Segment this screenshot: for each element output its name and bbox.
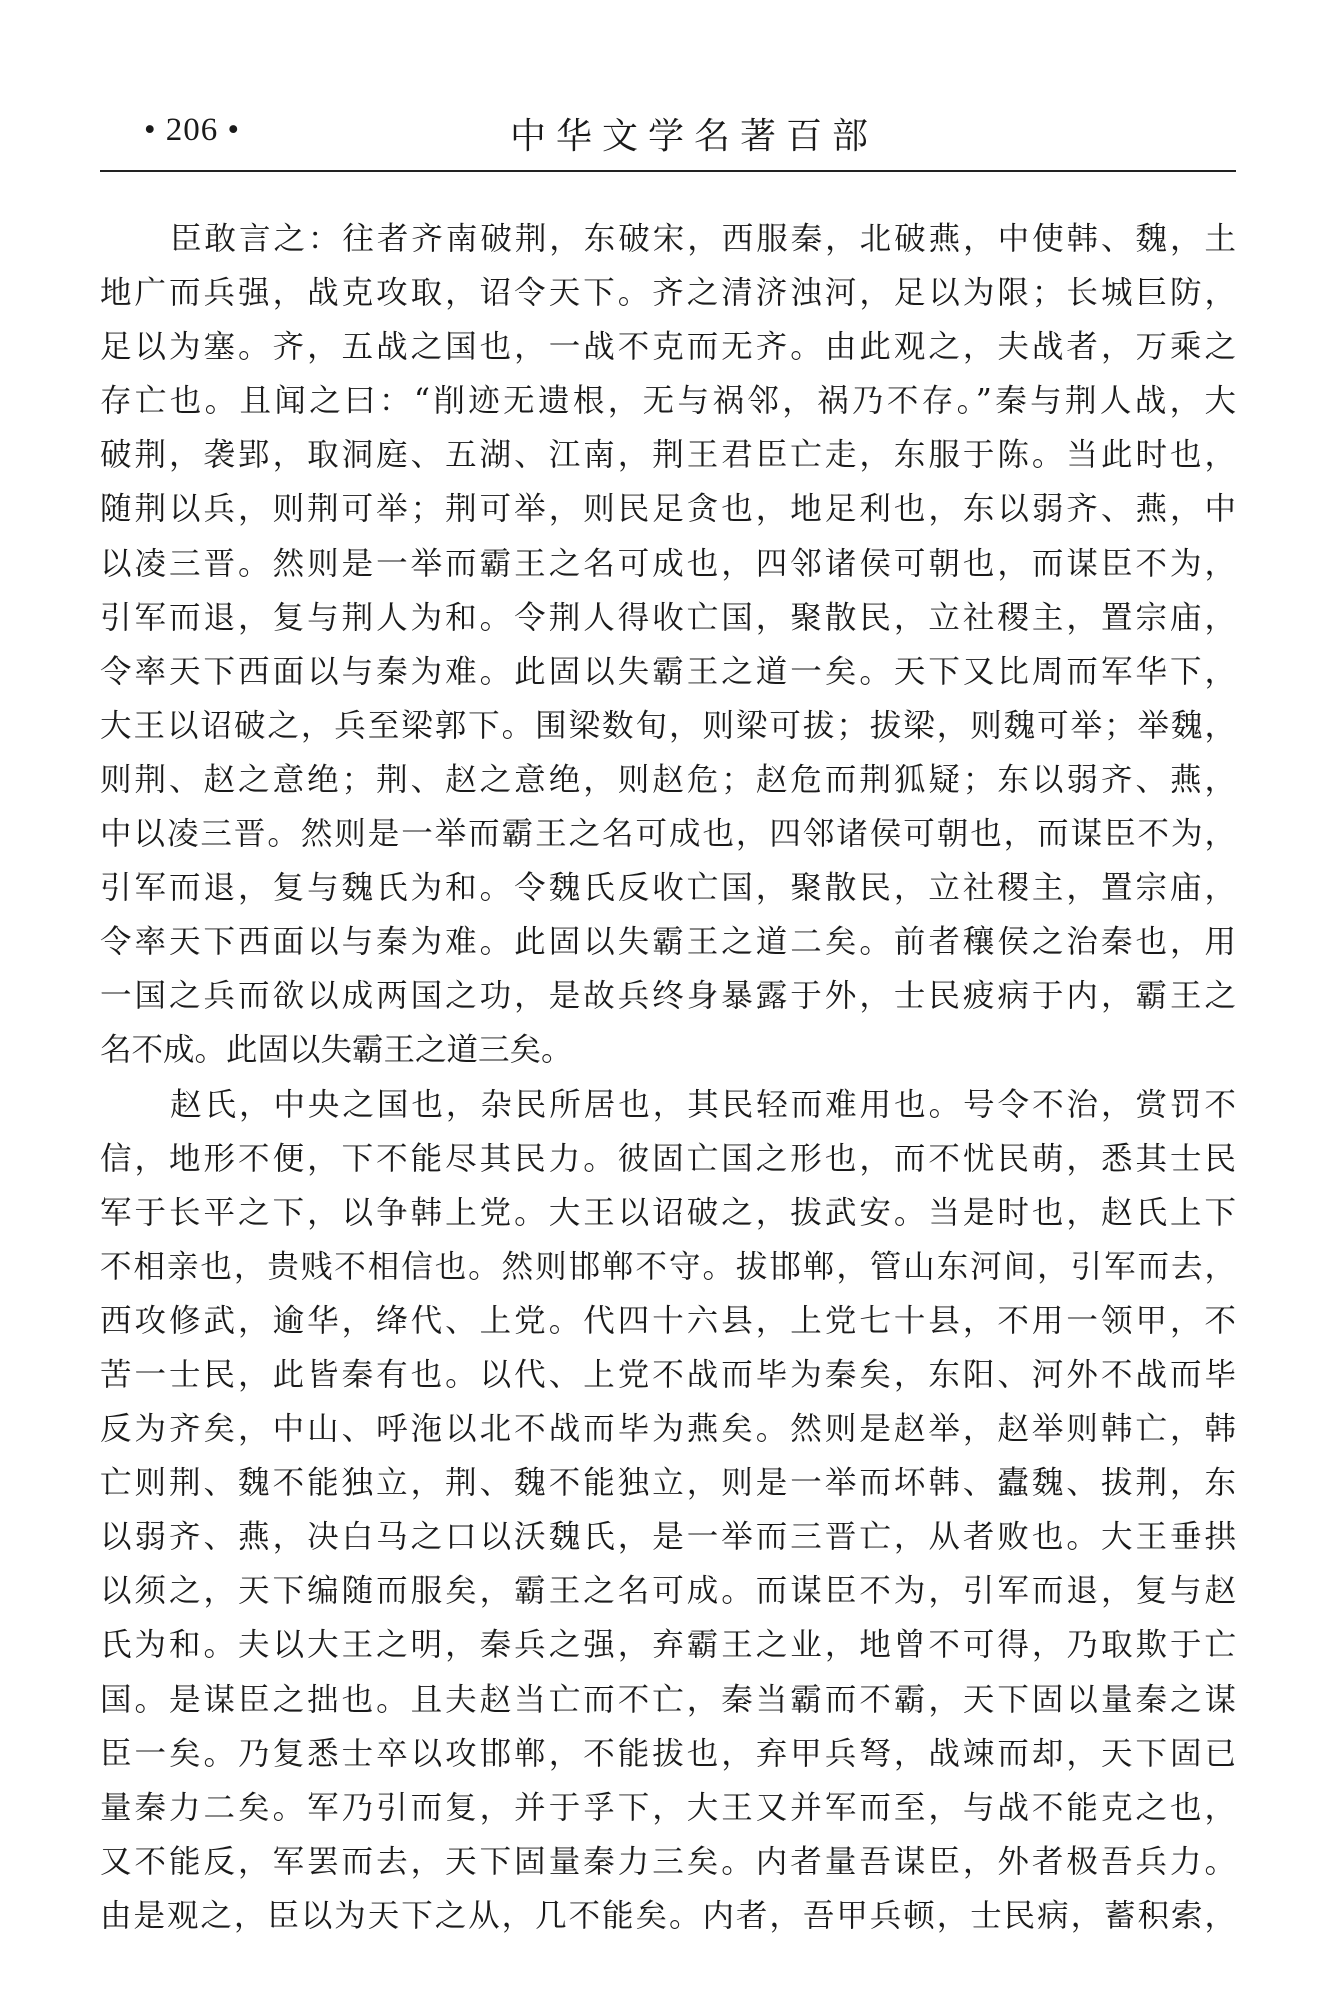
text-line: 足以为塞。齐，五战之国也，一战不克而无齐。由此观之，夫战者，万乘之 [100,329,1236,366]
text-line: 令率天下西面以与秦为难。此固以失霸王之道一矣。天下又比周而军华下， [100,653,1236,690]
text-line: 又不能反，军罢而去，天下固量秦力三矣。内者量吾谋臣，外者极吾兵力。 [100,1843,1236,1880]
text-line: 引军而退，复与魏氏为和。令魏氏反收亡国，聚散民，立社稷主，置宗庙， [100,870,1236,907]
text-line: 亡则荆、魏不能独立，荆、魏不能独立，则是一举而坏韩、蠹魏、拔荆，东 [100,1465,1236,1502]
text-line: 一国之兵而欲以成两国之功，是故兵终身暴露于外，士民疲病于内，霸王之 [100,978,1236,1015]
text-line: 名不成。此固以失霸王之道三矣。 [100,1032,573,1069]
header-rule [100,170,1236,172]
text-line: 令率天下西面以与秦为难。此固以失霸王之道二矣。前者穰侯之治秦也，用 [100,924,1236,961]
text-line: 存亡也。且闻之曰：“削迹无遗根，无与祸邻，祸乃不存。”秦与荆人战，大 [100,383,1236,420]
text-line: 以须之，天下编随而服矣，霸王之名可成。而谋臣不为，引军而退，复与赵 [100,1573,1236,1610]
text-line: 大王以诏破之，兵至梁郭下。围梁数旬，则梁可拔；拔梁，则魏可举；举魏， [100,707,1236,744]
text-line: 以凌三晋。然则是一举而霸王之名可成也，四邻诸侯可朝也，而谋臣不为， [100,545,1236,582]
text-line: 地广而兵强，战克攻取，诏令天下。齐之清济浊河，足以为限；长城巨防， [100,275,1236,312]
text-line: 量秦力二矣。军乃引而复，并于孚下，大王又并军而至，与战不能克之也， [100,1789,1236,1826]
text-line: 破荆，袭郢，取洞庭、五湖、江南，荆王君臣亡走，东服于陈。当此时也， [100,437,1236,474]
text-line: 西攻修武，逾华，绛代、上党。代四十六县，上党七十县，不用一领甲，不 [100,1302,1236,1339]
text-line: 赵氏，中央之国也，杂民所居也，其民轻而难用也。号令不治，赏罚不 [170,1086,1236,1123]
text-line: 引军而退，复与荆人为和。令荆人得收亡国，聚散民，立社稷主，置宗庙， [100,599,1236,636]
text-line: 反为齐矣，中山、呼沲以北不战而毕为燕矣。然则是赵举，赵举则韩亡，韩 [100,1411,1236,1448]
text-line: 臣一矣。乃复悉士卒以攻邯郸，不能拔也，弃甲兵弩，战竦而却，天下固已 [100,1735,1236,1772]
text-line: 随荆以兵，则荆可举；荆可举，则民足贪也，地足利也，东以弱齐、燕，中 [100,491,1236,528]
body-text [100,212,1236,1943]
page-number: • 206 • [144,112,241,148]
text-line: 由是观之，臣以为天下之从，几不能矣。内者，吾甲兵顿，士民病，蓄积索， [100,1897,1236,1934]
text-line: 苦一士民，此皆秦有也。以代、上党不战而毕为秦矣，东阳、河外不战而毕 [100,1356,1236,1393]
text-line: 信，地形不便，下不能尽其民力。彼固亡国之形也，而不忧民萌，悉其士民 [100,1140,1236,1177]
text-line: 中以凌三晋。然则是一举而霸王之名可成也，四邻诸侯可朝也，而谋臣不为， [100,816,1236,853]
page-header [100,108,1236,168]
text-line: 国。是谋臣之拙也。且夫赵当亡而不亡，秦当霸而不霸，天下固以量秦之谋 [100,1681,1236,1718]
text-line: 不相亲也，贵贱不相信也。然则邯郸不守。拔邯郸，管山东河间，引军而去， [100,1248,1236,1285]
book-title: 中华文学名著百部 [510,116,879,157]
text-line: 以弱齐、燕，决白马之口以沃魏氏，是一举而三晋亡，从者败也。大王垂拱 [100,1519,1236,1556]
text-line: 军于长平之下，以争韩上党。大王以诏破之，拔武安。当是时也，赵氏上下 [100,1194,1236,1231]
text-line: 则荆、赵之意绝；荆、赵之意绝，则赵危；赵危而荆狐疑；东以弱齐、燕， [100,761,1236,798]
text-line: 氏为和。夫以大王之明，秦兵之强，弃霸王之业，地曾不可得，乃取欺于亡 [100,1627,1236,1664]
text-line: 臣敢言之：往者齐南破荆，东破宋，西服秦，北破燕，中使韩、魏，土 [170,221,1236,257]
